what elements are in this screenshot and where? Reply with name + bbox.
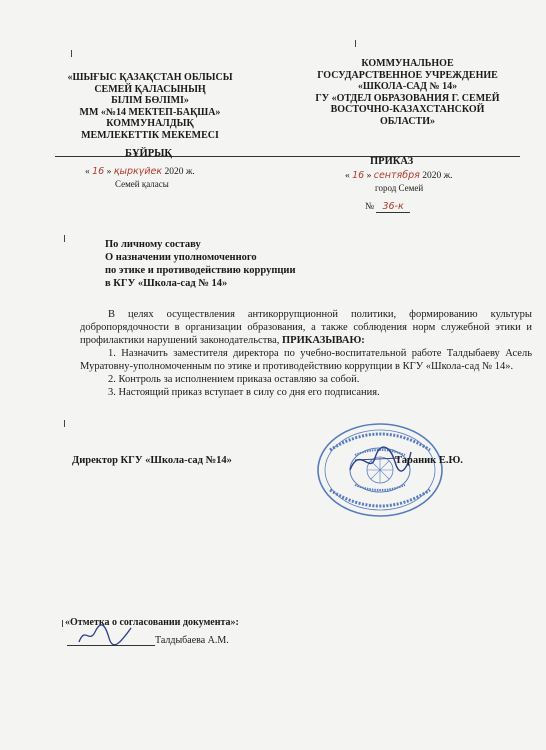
subject-line: по этике и противодействию коррупции: [105, 265, 296, 276]
header-left-line: «ШЫҒЫС ҚАЗАҚСТАН ОБЛЫСЫ: [67, 72, 233, 83]
order-keyword: ПРИКАЗЫВАЮ:: [282, 335, 365, 346]
order-item: 3. Настоящий приказ вступает в силу со дня его подписания.: [108, 387, 380, 398]
header-left-line: КОММУНАЛДЫҚ: [106, 118, 194, 129]
header-right-line: ВОСТОЧНО-КАЗАХСТАНСКОЙ: [330, 104, 485, 115]
date-month: қыркүйек: [113, 166, 163, 177]
date-open-quote: «: [345, 171, 350, 181]
date-close-quote: »: [366, 171, 372, 181]
signer-name: Тараник Е.Ю.: [395, 455, 463, 466]
subject-line: О назначении уполномоченного: [105, 252, 257, 263]
header-left-line: МЕМЛЕКЕТТІК МЕКЕМЕСІ: [81, 129, 219, 141]
preamble-text: В целях осуществления антикоррупционной политики, формированию культуры добропорядочности в организации образования, а также соблюдения норм служебной этики и профилактики нарушений законодательства,: [80, 309, 532, 346]
order-subject: [105, 238, 296, 290]
scan-mark: [62, 620, 63, 627]
date-day: 16: [352, 170, 365, 181]
scan-mark: [71, 50, 72, 57]
approval-label: «Отметка о согласовании документа»:: [65, 617, 239, 628]
date-kk: [85, 166, 195, 177]
header-left: [55, 72, 245, 141]
header-left-line: СЕМЕЙ ҚАЛАСЫНЫҢ: [94, 83, 206, 95]
date-open-quote: «: [85, 167, 90, 177]
signer-title: Директор КГУ «Школа-сад №14»: [72, 455, 232, 466]
doc-type-kk: БҰЙРЫҚ: [125, 148, 173, 159]
header-left-line: БІЛІМ БӨЛІМІ»: [111, 95, 189, 106]
number-label: №: [365, 202, 375, 212]
header-right-line: ОБЛАСТИ»: [380, 115, 435, 127]
city-ru: город Семей: [375, 183, 424, 193]
approval-signature-line: [67, 645, 155, 646]
date-day: 16: [92, 166, 105, 177]
header-right-line: КОММУНАЛЬНОЕ: [361, 58, 454, 69]
doc-type-ru: ПРИКАЗ: [370, 156, 414, 167]
order-number: [365, 201, 410, 212]
header-right-line: ГОСУДАРСТВЕННОЕ УЧРЕЖДЕНИЕ: [317, 69, 498, 81]
preamble-paragraph: [80, 308, 532, 347]
date-ru: [345, 170, 453, 181]
number-value: 36-к: [376, 201, 409, 213]
subject-line: в КГУ «Школа-сад № 14»: [105, 278, 228, 289]
date-close-quote: »: [106, 167, 112, 177]
scan-mark: [64, 235, 65, 242]
order-item: 2. Контроль за исполнением приказа оставляю за собой.: [108, 374, 360, 385]
order-body: [80, 308, 532, 399]
scan-mark: [355, 40, 356, 47]
header-right-line: ГУ «ОТДЕЛ ОБРАЗОВАНИЯ Г. СЕМЕЙ: [315, 92, 500, 104]
date-year: 2020 ж.: [422, 171, 453, 181]
order-item: 1. Назначить заместителя директора по учебно-воспитательной работе Талдыбаеву Асель Муратовну-уполномоченным по этике и противодействию коррупции в КГУ «Школа-сад № 14».: [80, 348, 532, 372]
approver-name: Талдыбаева А.М.: [155, 635, 229, 646]
header-right: [300, 58, 515, 127]
city-kk: Семей қаласы: [115, 179, 169, 189]
header-right-line: «ШКОЛА-САД № 14»: [357, 81, 458, 92]
header-left-line: ММ «№14 МЕКТЕП-БАҚША»: [79, 106, 221, 118]
date-month: сентября: [373, 170, 420, 181]
subject-line: По личному составу: [105, 239, 201, 250]
scan-mark: [64, 420, 65, 427]
date-year: 2020 ж.: [164, 167, 195, 177]
